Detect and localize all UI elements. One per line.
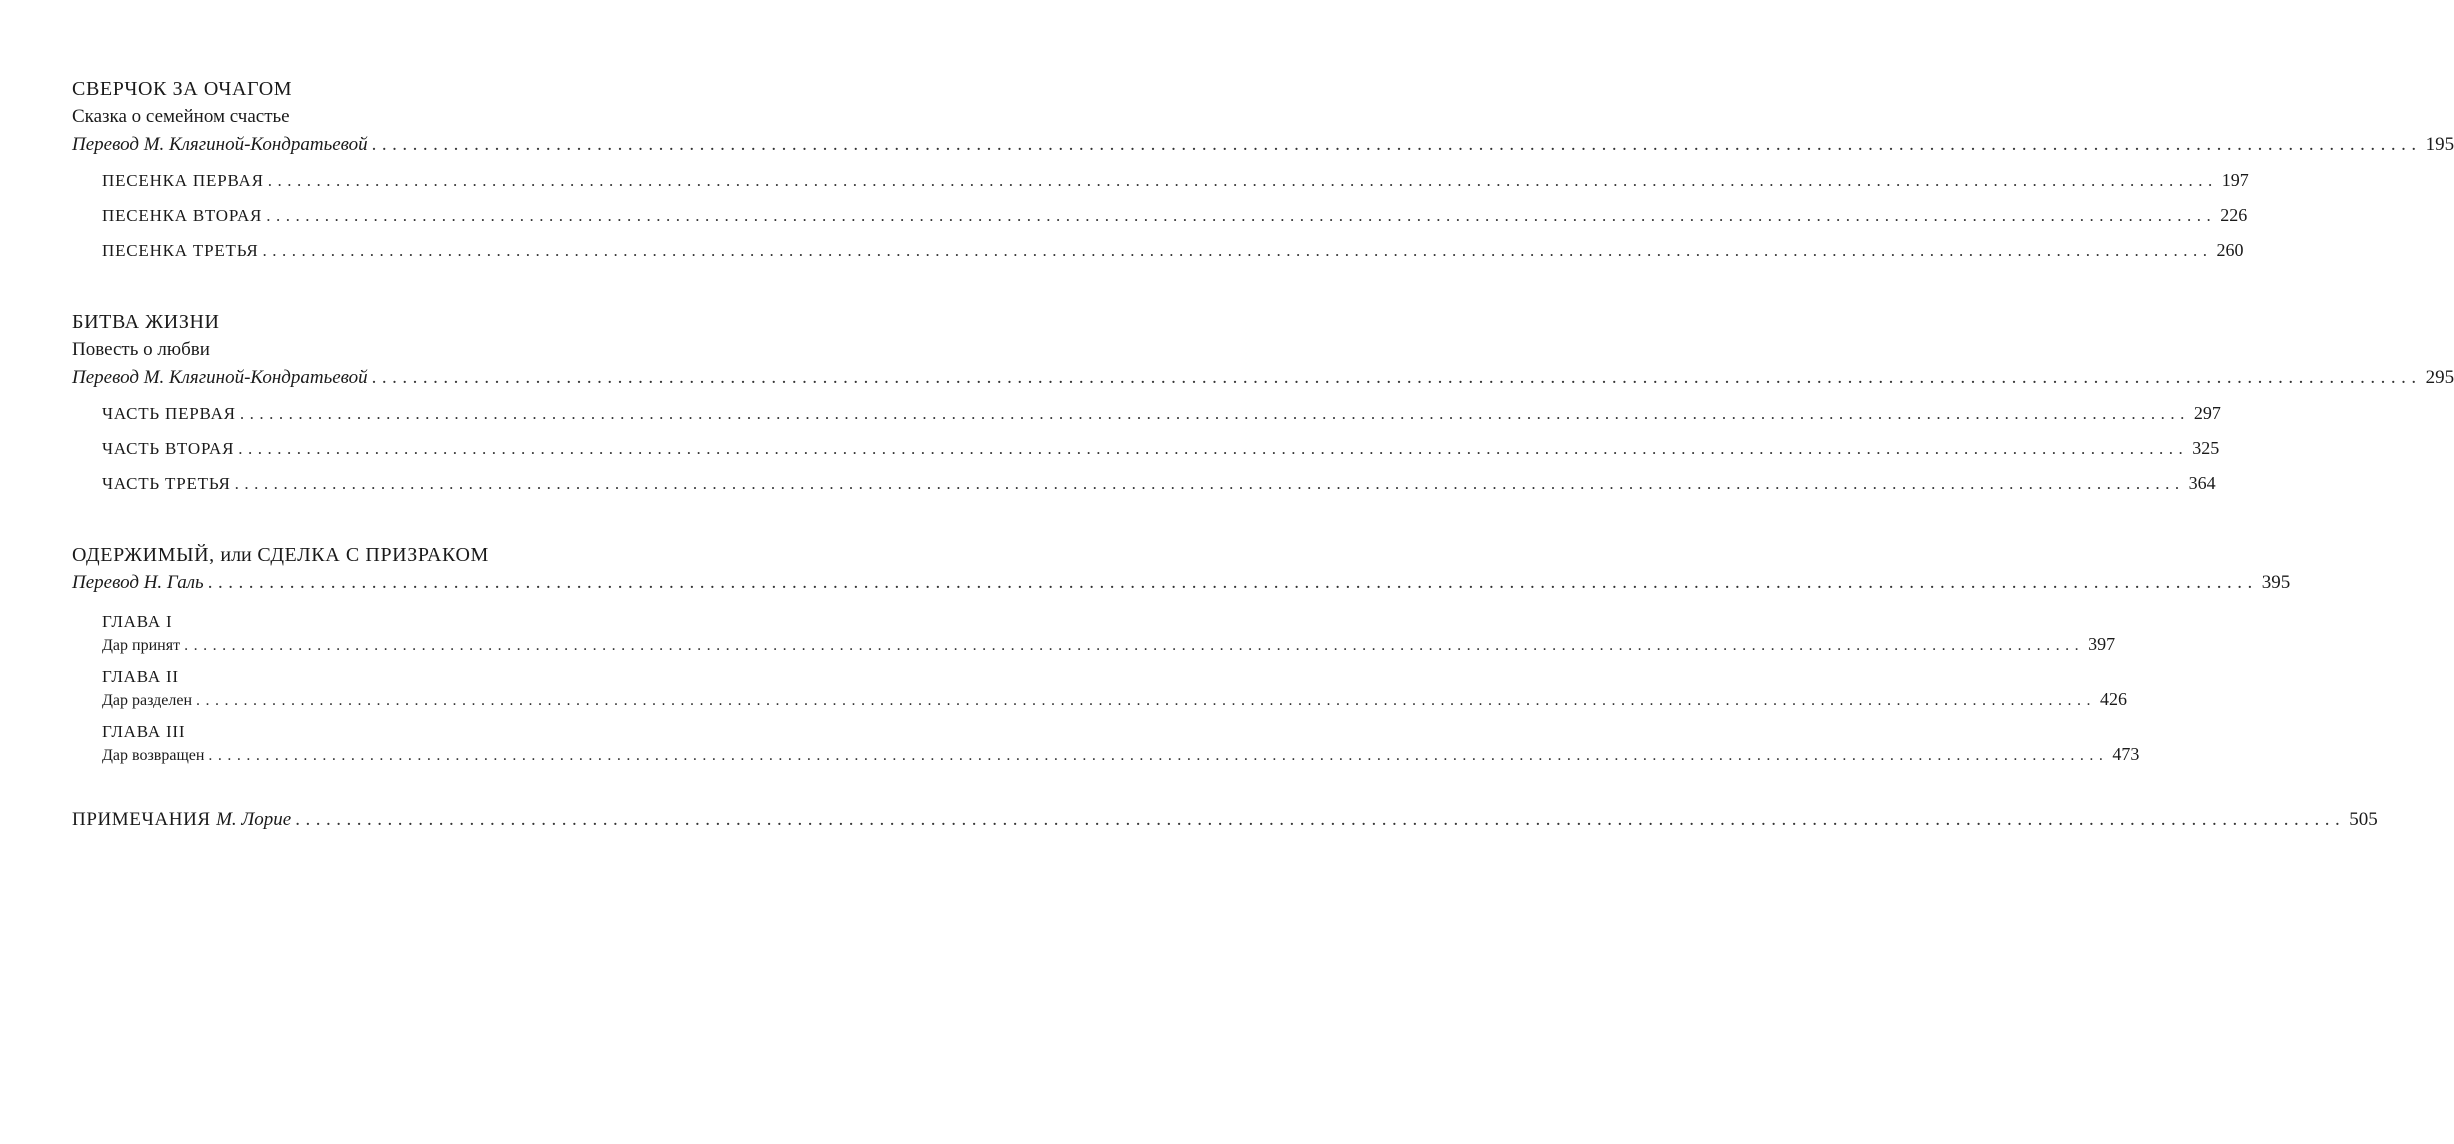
toc-entry <box>102 743 2140 767</box>
section-subtitle: Сказка о семейном счастье <box>72 106 290 127</box>
page-number: 325 <box>2192 438 2220 458</box>
dot-leader: ........................................................................................................................................................................................................ <box>239 404 2190 423</box>
page-number: 297 <box>2193 403 2221 423</box>
chapter-entry <box>102 665 2128 712</box>
page-number: 397 <box>2088 634 2116 654</box>
page-number: 426 <box>2100 689 2128 709</box>
chapter-entry <box>102 720 2140 767</box>
section-title-part: ОДЕРЖИМЫЙ, <box>72 544 215 566</box>
translator-line <box>72 570 2291 596</box>
entry-label: ЧАСТЬ ТРЕТЬЯ <box>102 474 231 493</box>
dot-leader: ........................................................................................................................................................................................................ <box>234 474 2185 493</box>
page-number: 364 <box>2188 473 2216 493</box>
entry-label: ПЕСЕНКА ТРЕТЬЯ <box>102 241 259 260</box>
section-title: СВЕРЧОК ЗА ОЧАГОМ <box>72 78 293 100</box>
toc-notes-entry <box>72 807 2378 833</box>
toc-entry <box>102 203 2248 228</box>
toc-entry <box>102 401 2221 426</box>
toc-section-battle <box>72 309 2454 496</box>
section-title-conjunction: или <box>220 544 252 566</box>
entry-label: ПЕСЕНКА ПЕРВАЯ <box>102 171 264 190</box>
chapter-entry <box>102 610 2116 657</box>
dot-leader: ........................................................................................................................................................................................................ <box>267 171 2218 190</box>
translator-label: Перевод М. Клягиной-Кондратьевой <box>72 134 368 155</box>
entry-label: ПЕСЕНКА ВТОРАЯ <box>102 206 263 225</box>
toc-section-cricket <box>72 76 2454 263</box>
section-title-part: СДЕЛКА С ПРИЗРАКОМ <box>257 544 489 566</box>
dot-leader: ........................................................................................................................................................................................................ <box>238 439 2189 458</box>
toc-entry <box>102 633 2116 657</box>
parts-list <box>102 401 2221 496</box>
dot-leader: ........................................................................................................................................................................................................ <box>371 134 2422 155</box>
table-of-contents <box>72 76 2454 833</box>
translator-label: Перевод Н. Галь <box>72 572 204 593</box>
dot-leader: ........................................................................................................................................................................................................ <box>196 692 2097 709</box>
chapter-title: ГЛАВА I <box>102 612 173 631</box>
entry-label: Дар разделен <box>102 692 193 709</box>
dot-leader: ........................................................................................................................................................................................................ <box>371 367 2422 388</box>
notes-label <box>72 807 291 833</box>
dot-leader: ........................................................................................................................................................................................................ <box>295 809 2346 830</box>
toc-entry <box>102 471 2216 496</box>
translator-line <box>72 132 2454 158</box>
chapter-title: ГЛАВА III <box>102 722 186 741</box>
page-number: 505 <box>2349 809 2378 830</box>
page-number: 260 <box>2216 240 2244 260</box>
page-number: 395 <box>2261 572 2291 593</box>
toc-entry <box>102 688 2128 712</box>
notes-title: ПРИМЕЧАНИЯ <box>72 809 211 830</box>
chapter-title: ГЛАВА II <box>102 667 179 686</box>
translator-line <box>72 365 2454 391</box>
dot-leader: ........................................................................................................................................................................................................ <box>184 637 2085 654</box>
toc-entry <box>102 168 2249 193</box>
page-number: 195 <box>2425 134 2454 155</box>
dot-leader: ........................................................................................................................................................................................................ <box>208 747 2109 764</box>
parts-list <box>102 168 2249 263</box>
dot-leader: ........................................................................................................................................................................................................ <box>207 572 2258 593</box>
entry-label: Дар принят <box>102 637 181 654</box>
toc-entry <box>102 238 2244 263</box>
notes-author: М. Лорие <box>216 809 292 830</box>
page-number: 473 <box>2112 744 2140 764</box>
section-title <box>72 542 657 568</box>
page-number: 295 <box>2425 367 2454 388</box>
dot-leader: ........................................................................................................................................................................................................ <box>262 241 2213 260</box>
translator-label: Перевод М. Клягиной-Кондратьевой <box>72 367 368 388</box>
entry-label: ЧАСТЬ ВТОРАЯ <box>102 439 235 458</box>
dot-leader: ........................................................................................................................................................................................................ <box>266 206 2217 225</box>
page-number: 226 <box>2220 205 2248 225</box>
page-number: 197 <box>2221 170 2249 190</box>
section-subtitle: Повесть о любви <box>72 339 210 360</box>
entry-label: ЧАСТЬ ПЕРВАЯ <box>102 404 236 423</box>
entry-label: Дар возвращен <box>102 747 205 764</box>
toc-section-haunted <box>72 542 2291 767</box>
toc-entry <box>102 436 2220 461</box>
section-title: БИТВА ЖИЗНИ <box>72 311 220 333</box>
